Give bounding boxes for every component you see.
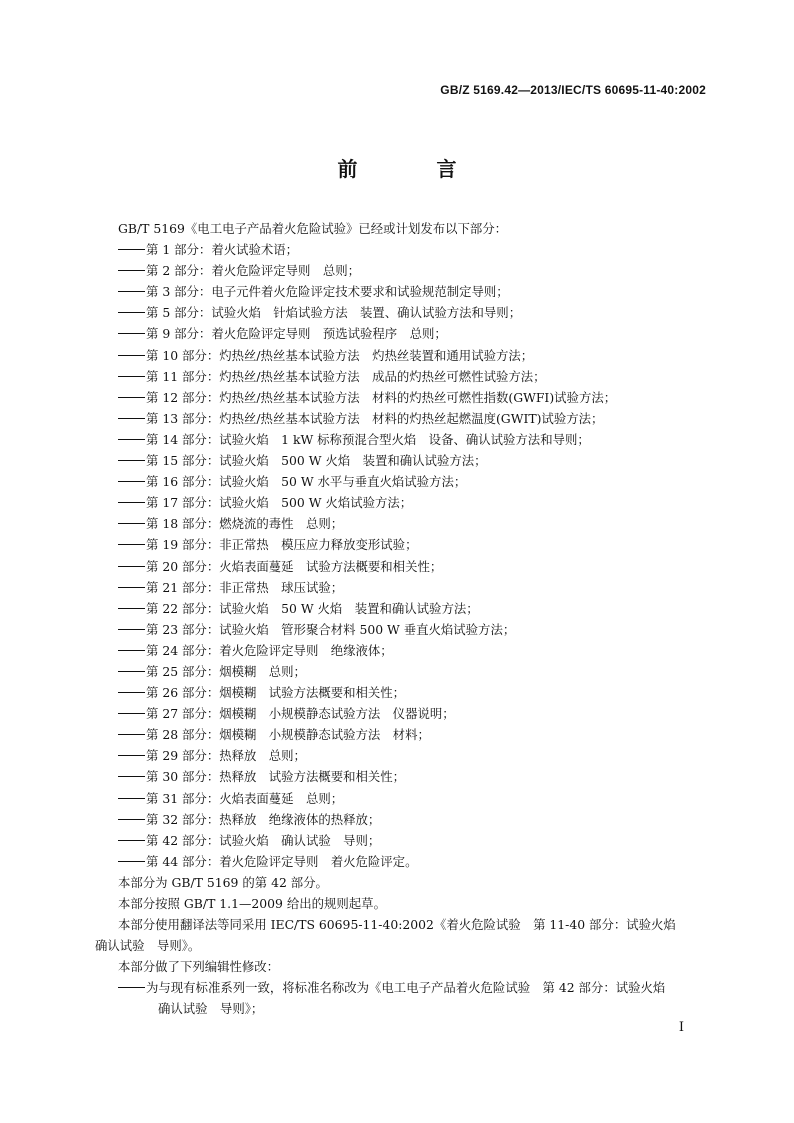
list-item-text: 第 11 部分：灼热丝/热丝基本试验方法 成品的灼热丝可燃性试验方法； bbox=[146, 368, 546, 384]
dash-mark bbox=[118, 776, 145, 777]
list-item-text: 第 23 部分：试验火焰 管形聚合材料 500 W 垂直火焰试验方法； bbox=[146, 621, 516, 637]
paragraph-edits: 本部分做了下列编辑性修改： bbox=[118, 959, 280, 975]
dash-mark bbox=[118, 629, 145, 630]
list-item bbox=[118, 492, 706, 513]
list-item-text: 第 20 部分：火焰表面蔓延 试验方法概要和相关性； bbox=[146, 558, 443, 574]
list-item bbox=[118, 851, 706, 872]
dash-mark bbox=[118, 692, 145, 693]
list-item-text: 第 25 部分：烟模糊 总则； bbox=[146, 663, 306, 679]
list-item bbox=[118, 239, 706, 260]
list-item-text: 第 42 部分：试验火焰 确认试验 导则； bbox=[146, 832, 381, 848]
dash-mark bbox=[118, 397, 145, 398]
list-item-text: 第 2 部分：着火危险评定导则 总则； bbox=[146, 263, 361, 279]
list-item-text: 第 13 部分：灼热丝/热丝基本试验方法 材料的灼热丝起燃温度(GWIT)试验方法； bbox=[146, 410, 604, 426]
page-number: I bbox=[678, 1020, 684, 1035]
page-title: 前 言 bbox=[337, 157, 493, 181]
list-item-text: 第 18 部分：燃烧流的毒性 总则； bbox=[146, 516, 344, 532]
list-item bbox=[118, 429, 706, 450]
list-item bbox=[118, 640, 706, 661]
list-item-text: 第 31 部分：火焰表面蔓延 总则； bbox=[146, 790, 344, 806]
dash-mark bbox=[118, 608, 145, 609]
list-item-text: 第 44 部分：着火危险评定导则 着火危险评定。 bbox=[146, 853, 418, 869]
dash-mark bbox=[118, 481, 145, 482]
dash-mark bbox=[118, 861, 145, 862]
list-item-text: 第 30 部分：热释放 试验方法概要和相关性； bbox=[146, 769, 406, 785]
list-item bbox=[118, 302, 706, 323]
list-item bbox=[118, 661, 706, 682]
dash-mark bbox=[118, 376, 145, 377]
list-item bbox=[118, 745, 706, 766]
dash-mark bbox=[118, 523, 145, 524]
list-item-text: 第 29 部分：热释放 总则； bbox=[146, 748, 306, 764]
list-item bbox=[118, 598, 706, 619]
list-item-text: 第 14 部分：试验火焰 1 kW 标称预混合型火焰 设备、确认试验方法和导则； bbox=[146, 431, 590, 447]
list-item-text: 第 17 部分：试验火焰 500 W 火焰试验方法； bbox=[146, 495, 413, 511]
list-item bbox=[118, 766, 706, 787]
intro-paragraph: GB/T 5169《电工电子产品着火危险试验》已经或计划发布以下部分： bbox=[118, 221, 508, 236]
list-item bbox=[118, 513, 706, 534]
list-item bbox=[118, 534, 706, 555]
list-item bbox=[118, 830, 706, 851]
list-item-text: 第 10 部分：灼热丝/热丝基本试验方法 灼热丝装置和通用试验方法； bbox=[146, 347, 534, 363]
standard-code: GB/Z 5169.42—2013/IEC/TS 60695-11-40:2002 bbox=[440, 83, 706, 97]
list-item-text: 第 24 部分：着火危险评定导则 绝缘液体； bbox=[146, 642, 393, 658]
dash-mark bbox=[118, 987, 145, 988]
list-item-text: 第 15 部分：试验火焰 500 W 火焰 装置和确认试验方法； bbox=[146, 453, 487, 469]
list-item bbox=[118, 577, 706, 598]
list-item-text: 第 22 部分：试验火焰 50 W 火焰 装置和确认试验方法； bbox=[146, 600, 479, 616]
list-item-text: 第 12 部分：灼热丝/热丝基本试验方法 材料的灼热丝可燃性指数(GWFI)试验方法； bbox=[146, 389, 617, 405]
dash-mark bbox=[118, 819, 145, 820]
list-item bbox=[118, 619, 706, 640]
list-item bbox=[118, 387, 706, 408]
dash-mark bbox=[118, 460, 145, 461]
list-item bbox=[118, 345, 706, 366]
list-item-text: 第 21 部分：非正常热 球压试验； bbox=[146, 579, 344, 595]
list-item-text: 第 3 部分：电子元件着火危险评定技术要求和试验规范制定导则； bbox=[146, 284, 509, 300]
dash-mark bbox=[118, 755, 145, 756]
edit-item bbox=[118, 977, 706, 998]
dash-mark bbox=[118, 734, 145, 735]
parts-list bbox=[118, 239, 706, 872]
list-item-text: 第 9 部分：着火危险评定导则 预选试验程序 总则； bbox=[146, 326, 447, 342]
list-item bbox=[118, 366, 706, 387]
list-item-text: 第 26 部分：烟模糊 试验方法概要和相关性； bbox=[146, 685, 406, 701]
list-item bbox=[118, 281, 706, 302]
foreword-body bbox=[95, 218, 706, 1020]
list-item bbox=[118, 809, 706, 830]
dash-mark bbox=[118, 713, 145, 714]
paragraph-translation-line2: 确认试验 导则》。 bbox=[95, 938, 201, 954]
list-item bbox=[118, 556, 706, 577]
list-item bbox=[118, 703, 706, 724]
list-item bbox=[118, 323, 706, 344]
dash-mark bbox=[118, 544, 145, 545]
list-item bbox=[118, 408, 706, 429]
paragraph-drafting: 本部分按照 GB/T 1.1—2009 给出的规则起草。 bbox=[118, 896, 386, 911]
dash-mark bbox=[118, 270, 145, 271]
dash-mark bbox=[118, 355, 145, 356]
list-item-text: 第 1 部分：着火试验术语； bbox=[146, 242, 299, 258]
list-item bbox=[118, 260, 706, 281]
dash-mark bbox=[118, 587, 145, 588]
list-item bbox=[118, 450, 706, 471]
list-item-text: 第 28 部分：烟模糊 小规模静态试验方法 材料； bbox=[146, 727, 430, 743]
dash-mark bbox=[118, 798, 145, 799]
dash-mark bbox=[118, 650, 145, 651]
dash-mark bbox=[118, 249, 145, 250]
dash-mark bbox=[118, 566, 145, 567]
dash-mark bbox=[118, 418, 145, 419]
list-item bbox=[118, 471, 706, 492]
paragraph-translation-line1: 本部分使用翻译法等同采用 IEC/TS 60695-11-40:2002《着火危险试验 第 11-40 部分：试验火焰 bbox=[118, 917, 676, 933]
list-item-text: 第 19 部分：非正常热 模压应力释放变形试验； bbox=[146, 537, 418, 553]
list-item bbox=[118, 682, 706, 703]
list-item bbox=[118, 724, 706, 745]
list-item-text: 第 32 部分：热释放 绝缘液体的热释放； bbox=[146, 811, 381, 827]
list-item-text: 第 5 部分：试验火焰 针焰试验方法 装置、确认试验方法和导则； bbox=[146, 305, 522, 321]
paragraph-part-of: 本部分为 GB/T 5169 的第 42 部分。 bbox=[118, 874, 328, 890]
dash-mark bbox=[118, 840, 145, 841]
list-item-text: 第 16 部分：试验火焰 50 W 水平与垂直火焰试验方法； bbox=[146, 474, 467, 490]
dash-mark bbox=[118, 671, 145, 672]
dash-mark bbox=[118, 312, 145, 313]
dash-mark bbox=[118, 291, 145, 292]
dash-mark bbox=[118, 502, 145, 503]
list-item-text: 第 27 部分：烟模糊 小规模静态试验方法 仪器说明； bbox=[146, 706, 455, 722]
list-item bbox=[118, 788, 706, 809]
edit-item-line1: 为与现有标准系列一致，将标准名称改为《电工电子产品着火危险试验 第 42 部分：试验火焰 bbox=[146, 980, 666, 996]
edit-item-line2: 确认试验 导则》； bbox=[158, 1001, 264, 1017]
dash-mark bbox=[118, 439, 145, 440]
dash-mark bbox=[118, 333, 145, 334]
